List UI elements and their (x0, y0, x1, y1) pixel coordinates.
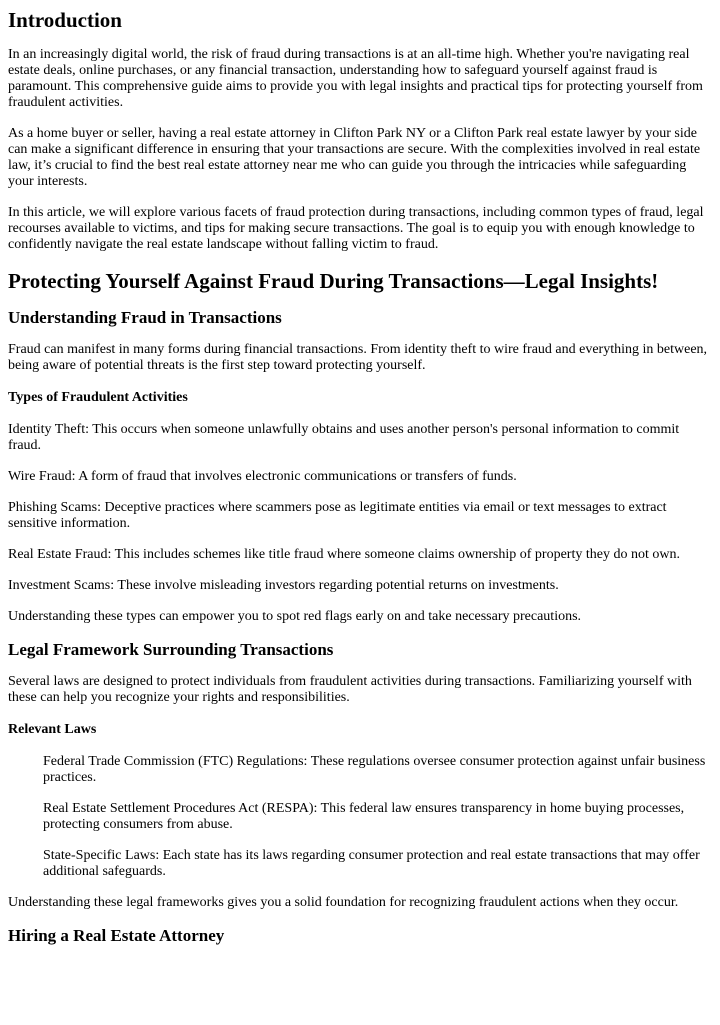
main-heading: Protecting Yourself Against Fraud During Transactions—Legal Insights! (8, 269, 659, 293)
laws-list (8, 754, 712, 880)
law-item: State-Specific Laws: Each state has its laws regarding consumer protection and real estate transactions that may offer additional safeguards. (43, 848, 700, 879)
intro-paragraph: As a home buyer or seller, having a real estate attorney in Clifton Park NY or a Clifton Park real estate lawyer by your side can make a significant difference in ensuring that your transactions are secure. With the complexities involved in real estate law, it’s crucial to find the best real estate attorney near me who can guide you through the intricacies while safeguarding your interests. (8, 126, 701, 189)
legal-heading: Legal Framework Surrounding Transactions (8, 640, 334, 659)
intro-heading: Introduction (8, 8, 122, 32)
fraud-type-item: Wire Fraud: A form of fraud that involves electronic communications or transfers of funds. (8, 469, 517, 484)
intro-paragraph: In an increasingly digital world, the risk of fraud during transactions is at an all-time high. Whether you're navigating real estate deals, online purchases, or any financial transaction, understanding how to safeguard yourself against fraud is paramount. This comprehensive guide aims to provide you with legal insights and practical tips for protecting yourself from fraudulent activities. (8, 47, 703, 110)
law-item: Federal Trade Commission (FTC) Regulations: These regulations oversee consumer protection against unfair business practices. (43, 754, 706, 785)
laws-heading: Relevant Laws (8, 722, 97, 737)
fraud-type-item: Phishing Scams: Deceptive practices where scammers pose as legitimate entities via email or text messages to extract sensitive information. (8, 500, 667, 531)
intro-paragraph: In this article, we will explore various facets of fraud protection during transactions, including common types of fraud, legal recourses available to victims, and tips for making secure transactions. The goal is to equip you with enough knowledge to confidently navigate the real estate landscape without falling victim to fraud. (8, 205, 704, 252)
fraud-type-summary: Understanding these types can empower you to spot red flags early on and take necessary precautions. (8, 609, 582, 624)
types-heading: Types of Fraudulent Activities (8, 390, 188, 405)
fraud-type-item: Investment Scams: These involve misleading investors regarding potential returns on investments. (8, 578, 559, 593)
legal-paragraph: Several laws are designed to protect individuals from fraudulent activities during transactions. Familiarizing yourself with these can help you recognize your rights and responsibilities. (8, 674, 692, 705)
article (0, 8, 720, 946)
hiring-heading: Hiring a Real Estate Attorney (8, 926, 225, 945)
understanding-heading: Understanding Fraud in Transactions (8, 308, 282, 327)
law-item: Real Estate Settlement Procedures Act (RESPA): This federal law ensures transparency in home buying processes, protecting consumers from abuse. (43, 801, 685, 832)
understanding-paragraph: Fraud can manifest in many forms during financial transactions. From identity theft to wire fraud and everything in between, being aware of potential threats is the first step toward protecting yourself. (8, 342, 708, 373)
laws-closing: Understanding these legal frameworks gives you a solid foundation for recognizing fraudulent actions when they occur. (8, 895, 679, 910)
fraud-type-item: Identity Theft: This occurs when someone unlawfully obtains and uses another person's personal information to commit fraud. (8, 422, 680, 453)
fraud-type-item: Real Estate Fraud: This includes schemes like title fraud where someone claims ownership of property they do not own. (8, 547, 680, 562)
